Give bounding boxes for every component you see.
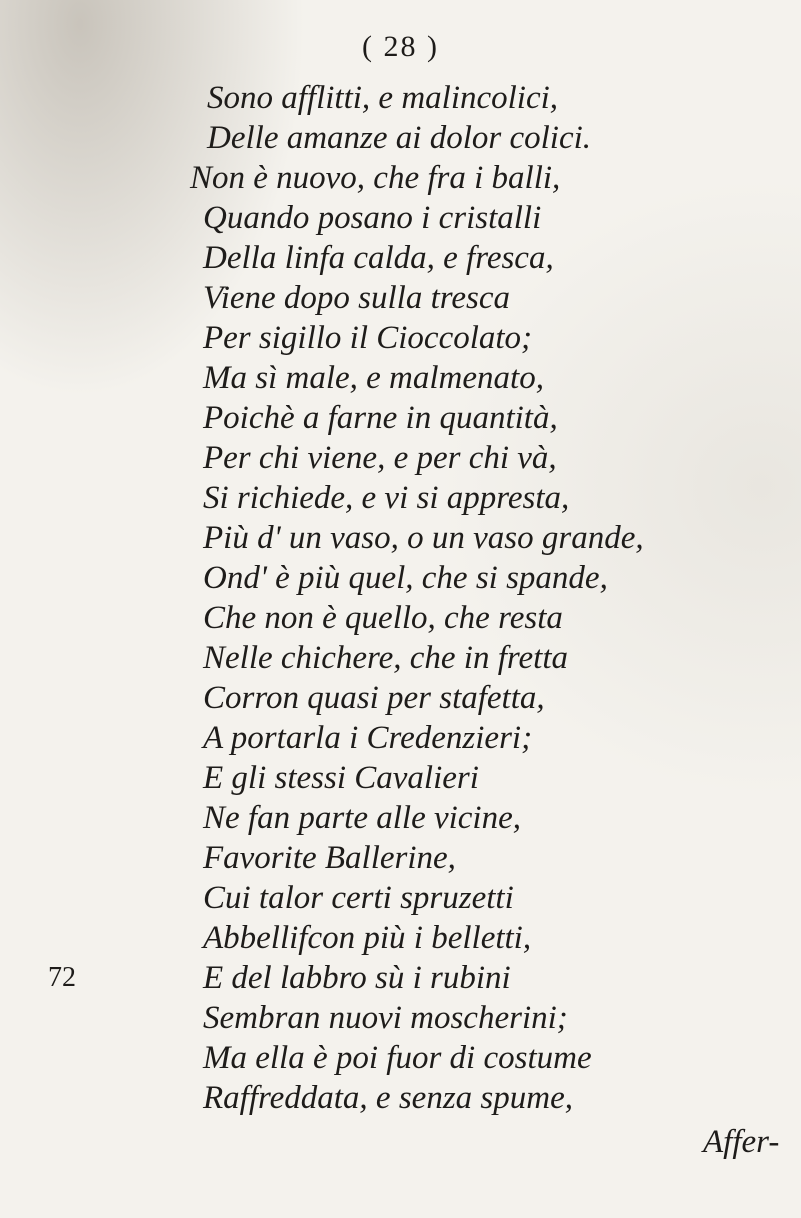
margin-number: 72 — [48, 962, 76, 993]
verse-line: Ma ella è poi fuor di costume — [203, 1040, 592, 1076]
verse-line: A portarla i Credenzieri; — [203, 720, 533, 756]
page-number: ( 28 ) — [362, 30, 439, 63]
verse-line: Viene dopo sulla tresca — [203, 280, 511, 316]
verse-line: Per chi viene, e per chi và, — [203, 440, 557, 476]
verse-line: Che non è quello, che resta — [203, 600, 563, 636]
verse-line: Della linfa calda, e fresca, — [203, 240, 554, 276]
verse-line: Per sigillo il Cioccolato; — [203, 320, 533, 356]
verse-line: Abbellifcon più i belletti, — [203, 920, 532, 956]
verse-line: Corron quasi per stafetta, — [203, 680, 545, 716]
verse-line: Ne fan parte alle vicine, — [203, 800, 521, 836]
verse-line: Sembran nuovi moscherini; — [203, 1000, 568, 1036]
verse-line: Favorite Ballerine, — [203, 840, 456, 876]
verse-line: Quando posano i cristalli — [203, 200, 542, 236]
verse-line: E del labbro sù i rubini — [203, 960, 511, 996]
verse-line: Sono afflitti, e malincolici, — [207, 80, 559, 116]
verse-line: Non è nuovo, che fra i balli, — [190, 160, 561, 196]
verse-line: Si richiede, e vi si appresta, — [203, 480, 570, 516]
verse-line: Nelle chichere, che in fretta — [203, 640, 568, 676]
verse-line: Ond' è più quel, che si spande, — [203, 560, 608, 596]
catchword: Affer- — [703, 1124, 780, 1160]
verse-line: Ma sì male, e malmenato, — [203, 360, 544, 396]
verse-line: Più d' un vaso, o un vaso grande, — [203, 520, 644, 556]
verse-line: Cui talor certi spruzetti — [203, 880, 514, 916]
verse-line: E gli stessi Cavalieri — [203, 760, 479, 796]
verse-line: Delle amanze ai dolor colici. — [207, 120, 592, 156]
verse-line: Raffreddata, e senza spume, — [203, 1080, 573, 1116]
verse-line: Poichè a farne in quantità, — [203, 400, 558, 436]
